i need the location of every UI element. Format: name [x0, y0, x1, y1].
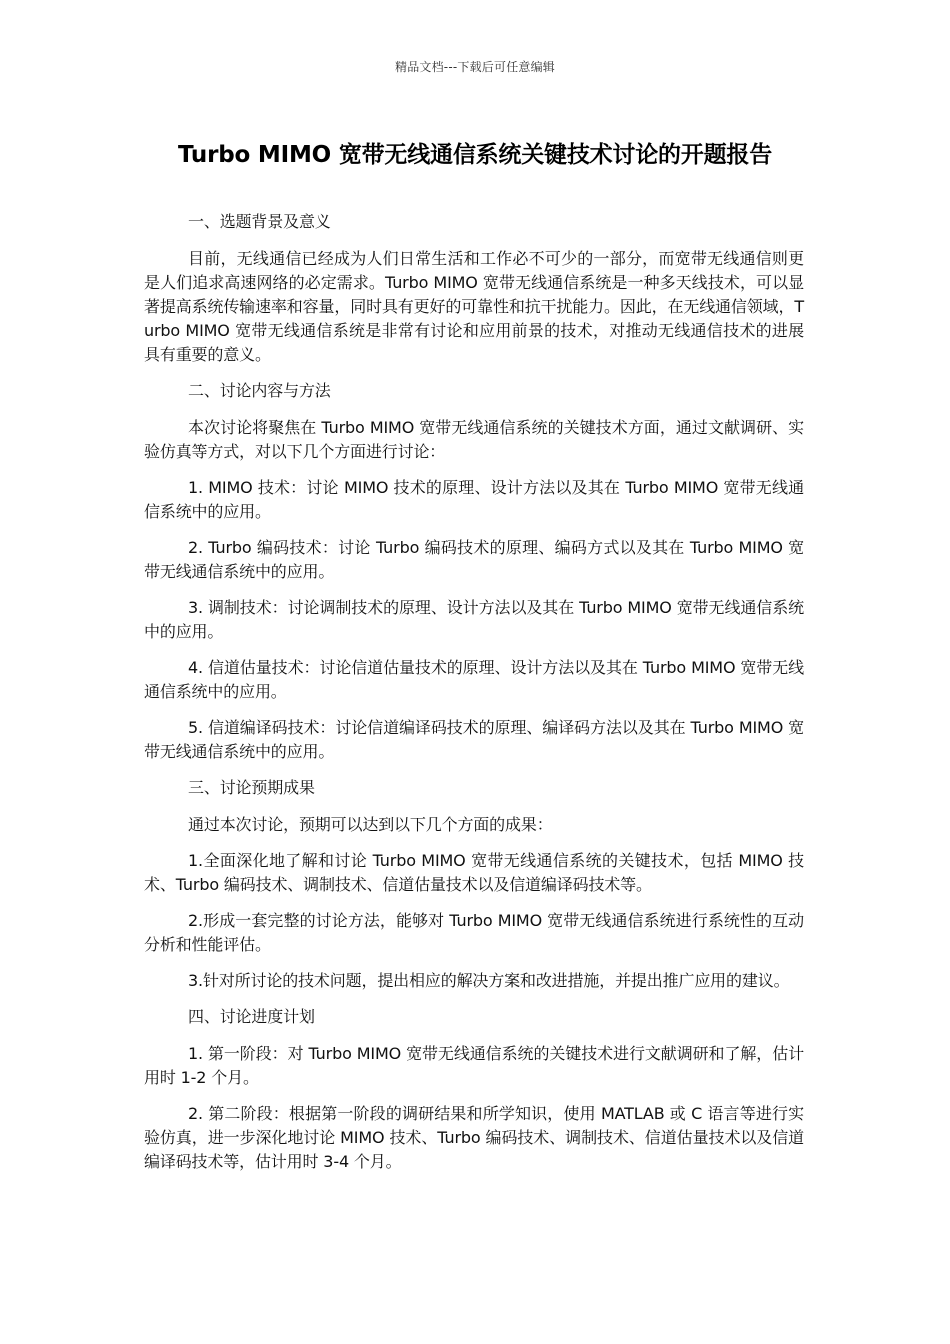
paragraph-results-intro: 通过本次讨论，预期可以达到以下几个方面的成果： [188, 815, 553, 834]
section-heading-content-method: 二、讨论内容与方法 [188, 381, 331, 400]
list-item-mimo: 1. MIMO 技术：讨论 MIMO 技术的原理、设计方法以及其在 Turbo MIMO 宽带无线通信系统中的应用。 [144, 478, 804, 521]
document-body [144, 210, 804, 1186]
section-heading-background: 一、选题背景及意义 [188, 212, 331, 231]
list-item-channel-estimation: 4. 信道估量技术：讨论信道估量技术的原理、设计方法以及其在 Turbo MIMO 宽带无线通信系统中的应用。 [144, 658, 804, 701]
list-item-result-3: 3.针对所讨论的技术问题，提出相应的解决方案和改进措施，并提出推广应用的建议。 [188, 971, 790, 990]
list-item-phase-1: 1. 第一阶段：对 Turbo MIMO 宽带无线通信系统的关键技术进行文献调研和了解，估计用时 1-2 个月。 [144, 1044, 804, 1087]
list-item-phase-2: 2. 第二阶段：根据第一阶段的调研结果和所学知识，使用 MATLAB 或 C 语言等进行实验仿真，进一步深化地讨论 MIMO 技术、Turbo 编码技术、调制技术、信道估量技术以及信道编译码技术等，估计用时 3-4 个月。 [144, 1104, 804, 1171]
section-heading-schedule: 四、讨论进度计划 [188, 1007, 315, 1026]
document-title: Turbo MIMO 宽带无线通信系统关键技术讨论的开题报告 [177, 142, 773, 168]
list-item-result-2: 2.形成一套完整的讨论方法，能够对 Turbo MIMO 宽带无线通信系统进行系统性的互动分析和性能评估。 [144, 911, 804, 954]
list-item-result-1: 1.全面深化地了解和讨论 Turbo MIMO 宽带无线通信系统的关键技术，包括 MIMO 技术、Turbo 编码技术、调制技术、信道估量技术以及信道编译码技术等。 [144, 851, 804, 894]
header-note: 精品文档---下载后可任意编辑 [395, 60, 555, 74]
list-item-modulation: 3. 调制技术：讨论调制技术的原理、设计方法以及其在 Turbo MIMO 宽带无线通信系统中的应用。 [144, 598, 804, 641]
paragraph-background: 目前，无线通信已经成为人们日常生活和工作必不可少的一部分，而宽带无线通信则更是人们追求高速网络的必定需求。Turbo MIMO 宽带无线通信系统是一种多天线技术，可以显著提高系统传输速率和容量，同时具有更好的可靠性和抗干扰能力。因此，在无线通信领域，Turbo MIMO 宽带无线通信系统是非常有讨论和应用前景的技术，对推动无线通信技术的进展具有重要的意义。 [144, 249, 804, 364]
section-heading-expected-results: 三、讨论预期成果 [188, 778, 315, 797]
paragraph-content-intro: 本次讨论将聚焦在 Turbo MIMO 宽带无线通信系统的关键技术方面，通过文献调研、实验仿真等方式，对以下几个方面进行讨论： [144, 418, 804, 461]
list-item-turbo-coding: 2. Turbo 编码技术：讨论 Turbo 编码技术的原理、编码方式以及其在 Turbo MIMO 宽带无线通信系统中的应用。 [144, 538, 804, 581]
list-item-channel-coding: 5. 信道编译码技术：讨论信道编译码技术的原理、编译码方法以及其在 Turbo MIMO 宽带无线通信系统中的应用。 [144, 718, 804, 761]
